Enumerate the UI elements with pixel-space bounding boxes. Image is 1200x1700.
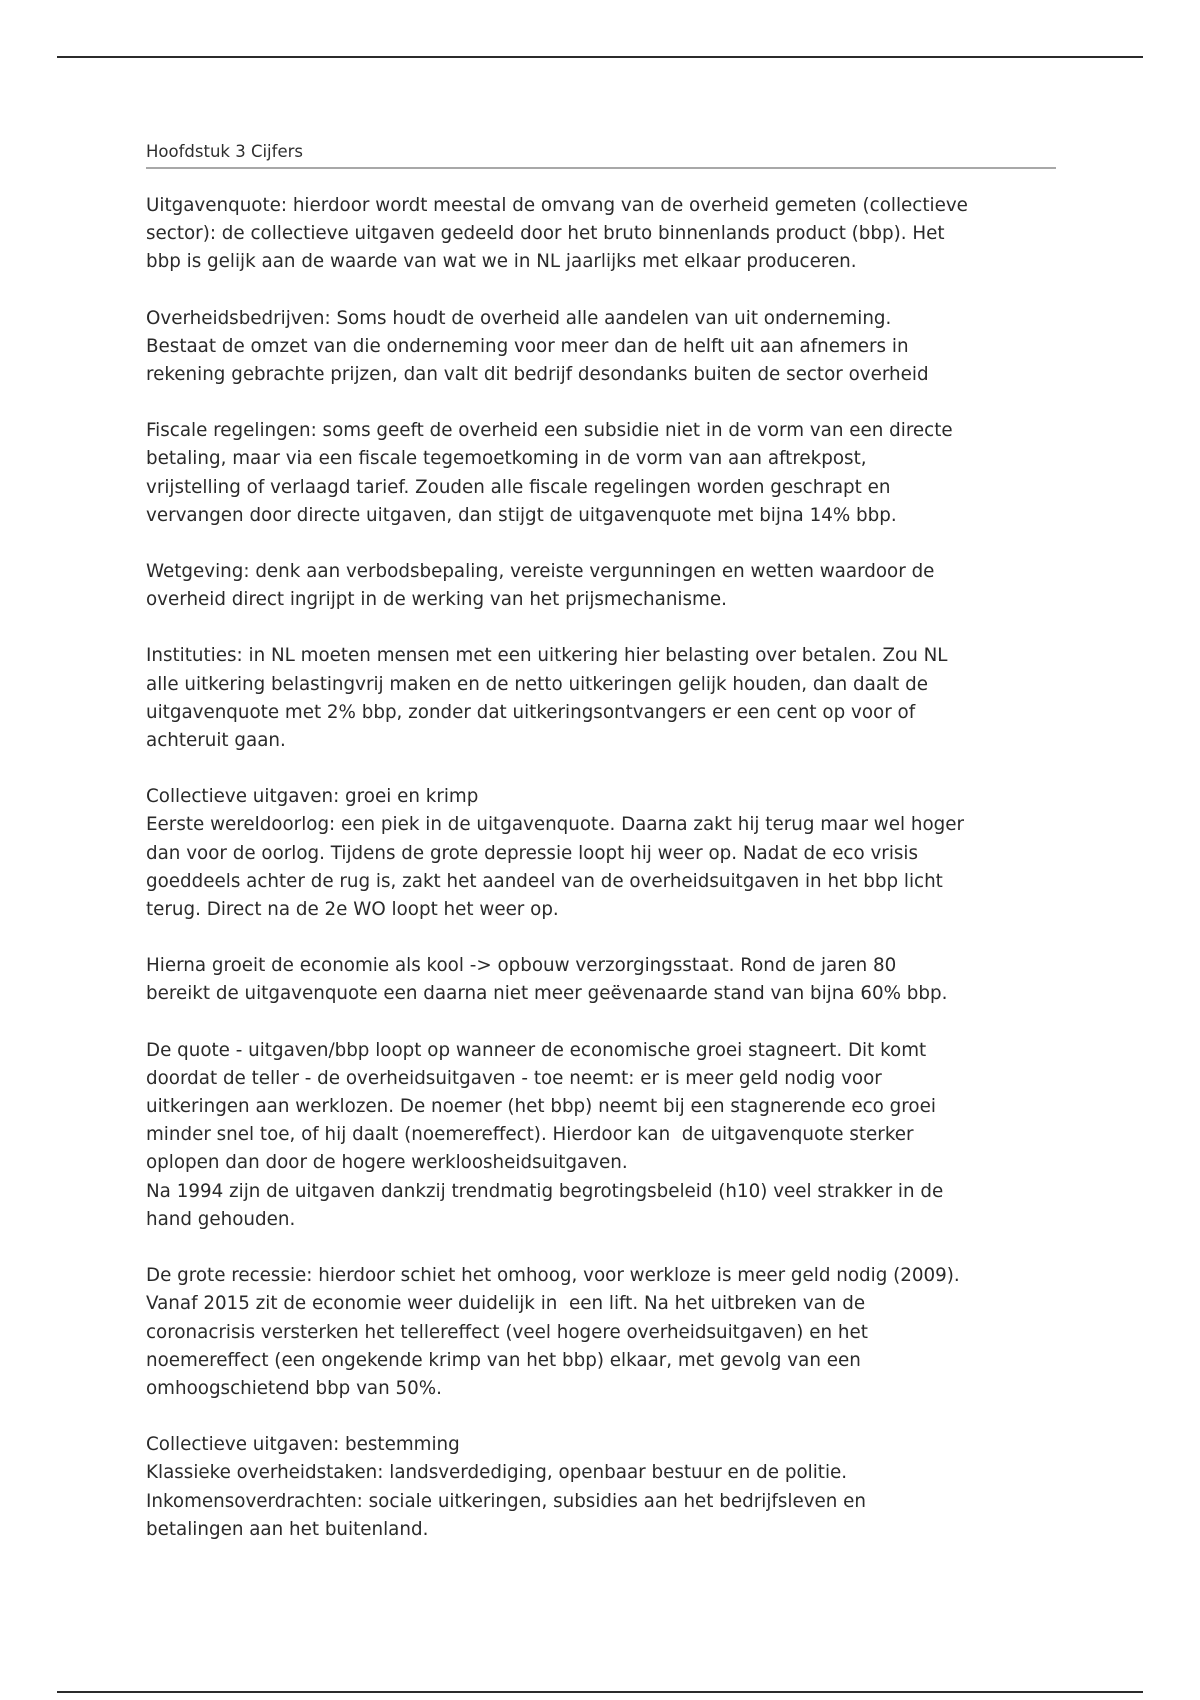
text-line: Wetgeving: denk aan verbodsbepaling, vereiste vergunningen en wetten waardoor de	[146, 561, 935, 583]
text-line: achteruit gaan.	[146, 730, 286, 752]
text-line: sector): de collectieve uitgaven gedeeld door het bruto binnenlands product (bbp). Het	[146, 223, 945, 245]
page-header: Hoofdstuk 3 Cijfers	[146, 140, 1056, 169]
text-line: vervangen door directe uitgaven, dan stijgt de uitgavenquote met bijna 14% bbp.	[146, 504, 897, 526]
text-line: uitkeringen aan werklozen. De noemer (het bbp) neemt bij een stagnerende eco groei	[146, 1096, 936, 1118]
paragraph-quote	[146, 1037, 1056, 1234]
text-line: betaling, maar via een fiscale tegemoetkoming in de vorm van aan aftrekpost,	[146, 448, 867, 470]
text-line: terug. Direct na de 2e WO loopt het weer op.	[146, 899, 559, 921]
paragraph-wetgeving	[146, 558, 1056, 614]
text-line: vrijstelling of verlaagd tarief. Zouden alle fiscale regelingen worden geschrapt en	[146, 476, 891, 498]
text-line: Eerste wereldoorlog: een piek in de uitgavenquote. Daarna zakt hij terug maar wel hoger	[146, 814, 964, 836]
text-line: Instituties: in NL moeten mensen met een uitkering hier belasting over betalen. Zou NL	[146, 645, 948, 667]
text-line: bereikt de uitgavenquote een daarna niet meer geëvenaarde stand van bijna 60% bbp.	[146, 983, 948, 1005]
text-line: noemereffect (een ongekende krimp van het bbp) elkaar, met gevolg van een	[146, 1349, 861, 1371]
text-line: goeddeels achter de rug is, zakt het aandeel van de overheidsuitgaven in het bbp licht	[146, 870, 943, 892]
top-border-line	[57, 56, 1143, 58]
text-line: betalingen aan het buitenland.	[146, 1518, 429, 1540]
document-page	[146, 140, 1056, 1572]
paragraph-verzorgingsstaat	[146, 952, 1056, 1008]
text-line: rekening gebrachte prijzen, dan valt dit bedrijf desondanks buiten de sector overheid	[146, 364, 929, 386]
text-line: Klassieke overheidstaken: landsverdediging, openbaar bestuur en de politie.	[146, 1462, 848, 1484]
text-line: overheid direct ingrijpt in de werking van het prijsmechanisme.	[146, 589, 727, 611]
paragraph-groei-en-krimp	[146, 783, 1056, 924]
bottom-border-line	[57, 1691, 1143, 1693]
text-line: Vanaf 2015 zit de economie weer duidelijk in een lift. Na het uitbreken van de	[146, 1293, 866, 1315]
text-line: minder snel toe, of hij daalt (noemereffect). Hierdoor kan de uitgavenquote sterker	[146, 1124, 914, 1146]
text-line: Bestaat de omzet van die onderneming voor meer dan de helft uit aan afnemers in	[146, 335, 909, 357]
paragraph-instituties	[146, 642, 1056, 755]
text-line: Fiscale regelingen: soms geeft de overheid een subsidie niet in de vorm van een directe	[146, 420, 953, 442]
text-line: De quote - uitgaven/bbp loopt op wanneer de economische groei stagneert. Dit komt	[146, 1039, 927, 1061]
text-line: alle uitkering belastingvrij maken en de netto uitkeringen gelijk houden, dan daalt de	[146, 673, 928, 695]
text-line: bbp is gelijk aan de waarde van wat we in NL jaarlijks met elkaar produceren.	[146, 251, 857, 273]
paragraph-fiscale-regelingen	[146, 417, 1056, 530]
section-heading: Collectieve uitgaven: groei en krimp	[146, 786, 479, 808]
text-line: coronacrisis versterken het tellereffect (veel hogere overheidsuitgaven) en het	[146, 1321, 868, 1343]
text-line: doordat de teller - de overheidsuitgaven - toe neemt: er is meer geld nodig voor	[146, 1067, 882, 1089]
text-line: Overheidsbedrijven: Soms houdt de overheid alle aandelen van uit onderneming.	[146, 307, 892, 329]
paragraph-bestemming	[146, 1431, 1056, 1544]
text-line: Inkomensoverdrachten: sociale uitkeringen, subsidies aan het bedrijfsleven en	[146, 1490, 866, 1512]
text-line: omhoogschietend bbp van 50%.	[146, 1377, 442, 1399]
document-body	[146, 192, 1056, 1544]
text-line: dan voor de oorlog. Tijdens de grote depressie loopt hij weer op. Nadat de eco vrisis	[146, 842, 919, 864]
text-line: De grote recessie: hierdoor schiet het omhoog, voor werkloze is meer geld nodig (2009).	[146, 1265, 960, 1287]
text-line: oplopen dan door de hogere werkloosheidsuitgaven.	[146, 1152, 628, 1174]
paragraph-uitgavenquote	[146, 192, 1056, 277]
text-line: uitgavenquote met 2% bbp, zonder dat uitkeringsontvangers er een cent op voor of	[146, 701, 916, 723]
text-line: Na 1994 zijn de uitgaven dankzij trendmatig begrotingsbeleid (h10) veel strakker in de	[146, 1180, 944, 1202]
text-line: Uitgavenquote: hierdoor wordt meestal de omvang van de overheid gemeten (collectieve	[146, 195, 968, 216]
paragraph-overheidsbedrijven	[146, 305, 1056, 390]
section-heading: Collectieve uitgaven: bestemming	[146, 1434, 460, 1456]
text-line: Hierna groeit de economie als kool -> opbouw verzorgingsstaat. Rond de jaren 80	[146, 955, 897, 977]
text-line: hand gehouden.	[146, 1208, 296, 1230]
paragraph-grote-recessie	[146, 1262, 1056, 1403]
